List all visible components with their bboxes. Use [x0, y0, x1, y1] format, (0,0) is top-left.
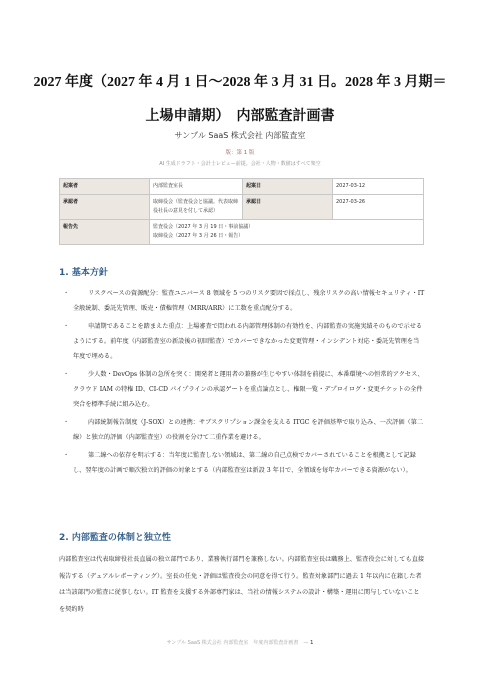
organization-name: サンプル SaaS 株式会社 内部監査室 — [174, 131, 306, 140]
list-item — [59, 319, 425, 364]
document-title: 2027 年度（2027 年 4 月 1 日〜2028 年 3 月 31 日。2028 年 3 月期＝上場申請期） 内部監査計画書 — [33, 75, 447, 124]
list-item — [59, 415, 425, 445]
list-item-text: 内部統制報告制度（J-SOX）との連携：サブスクリプション課金を支える ITGC を評価基準で取り込み、一次評価（第二線）と独立的評価（内部監査室）の役割を分けて二重作業を避ける。 — [73, 419, 424, 441]
approval-date-label: 承認日 — [243, 195, 333, 220]
version-label: 版：第 1 版 — [225, 150, 255, 156]
bullet-icon: ・ — [63, 371, 70, 378]
list-item — [59, 448, 425, 478]
list-item — [59, 367, 425, 412]
report-to-label: 報告先 — [60, 220, 150, 245]
policy-bullet-list — [59, 286, 425, 481]
approval-table — [59, 178, 424, 245]
section-heading-structure: 2. 内部監査の体制と独立性 — [59, 533, 171, 543]
list-item-text: 申請期であることを踏まえた重点：上場審査で問われる内部管理体制の有効性を、内部監査の実施実績そのもので示せるようにする。前年度（内部監査室の新設後の初回監査）でカバーできなかった変更管理・インシデント対応・委託先管理を当年度で埋める。 — [73, 323, 423, 360]
bullet-icon: ・ — [63, 290, 70, 297]
bullet-icon: ・ — [63, 419, 70, 426]
bullet-icon: ・ — [63, 323, 70, 330]
list-item-text: 少人数・DevOps 体制の急所を突く：開発者と運用者の兼務が生じやすい体制を前提に、本番環境への恒常的アクセス、クラウド IAM の特権 ID、CI-CD パイプラインの承認ゲートを重点論点とし、権限一覧・デプロイログ・変更チケットの全件突合を標準手続に組み込む。 — [73, 371, 424, 408]
list-item-text: リスクベースの資源配分：監査ユニバース 8 領域を 5 つのリスク要因で採点し、残余リスクの高い情報セキュリティ・IT 全般統制、委託先管理、販売・債権管理（MRR/ARR）に工数を重点配分する。 — [73, 290, 425, 312]
draft-note: AI 生成ドラフト・会計士レビュー前提。会社・人物・数値はすべて架空 — [159, 161, 321, 167]
report-to-value — [150, 220, 424, 245]
draft-date-label: 起案日 — [243, 179, 333, 195]
approver-label: 承認者 — [60, 195, 150, 220]
table-row — [60, 179, 424, 195]
drafter-label: 起案者 — [60, 179, 150, 195]
page-footer — [0, 639, 480, 646]
approval-date-value: 2027-03-26 — [333, 195, 424, 220]
section2-paragraph: 内部監査室は代表取締役社長直属の独立部門であり、業務執行部門を兼務しない。内部監査室長は職務上、監査役会に対しても直接報告する（デュアルレポーティング）。室長の任免・評価は監査役会の同意を得て行う。監査対象部門に過去 1 年以内に在籍した者は当該部門の監査に従事しない。IT 監査を支援する外部専門家は、当社の情報システムの設計・構築・運用に関与していないことを契約時 — [59, 556, 425, 613]
table-row — [60, 195, 424, 220]
footer-text: サンプル SaaS 株式会社 内部監査室 年度内部監査計画書 — — [166, 640, 309, 646]
list-item-text: 第二線への依存を明示する：当年度に監査しない領域は、第二線の自己点検でカバーされていることを根拠として記録し、翌年度の計画で順次独立的評価の対象とする（内部監査室は新設 3 年目で、全領域を毎年カバーできる資源がない）。 — [73, 452, 416, 474]
report-to-line: 取締役会（2027 年 3 月 26 日・報告） — [153, 233, 244, 239]
approver-value: 取締役会（監査役会と協議。代表取締役社長の意見を付して承認） — [150, 195, 243, 220]
report-to-line: 監査役会（2027 年 3 月 19 日・事前協議） — [153, 224, 254, 230]
list-item — [59, 286, 425, 316]
drafter-value: 内部監査室長 — [150, 179, 243, 195]
bullet-icon: ・ — [63, 452, 70, 459]
table-row — [60, 220, 424, 245]
section-heading-policy: 1. 基本方針 — [59, 268, 108, 278]
draft-date-value: 2027-03-12 — [333, 179, 424, 195]
page-number: 1 — [309, 640, 314, 646]
